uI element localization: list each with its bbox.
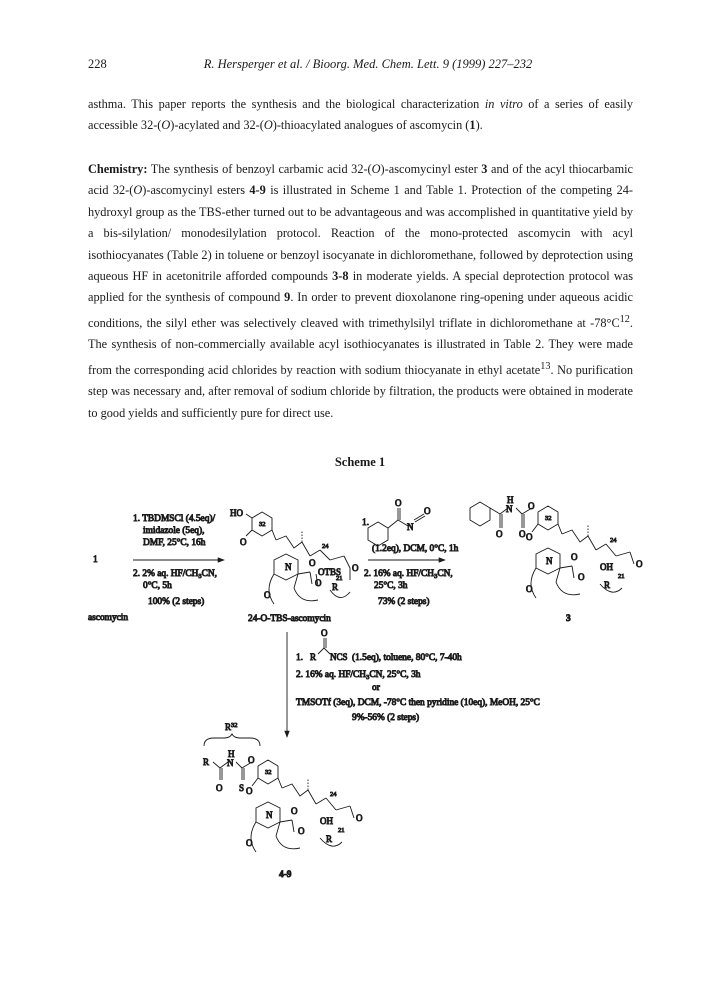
svg-text:21: 21 — [618, 573, 625, 580]
section-lead: Chemistry: — [88, 162, 148, 176]
svg-text:R: R — [203, 757, 210, 767]
svg-text:25°C, 3h: 25°C, 3h — [374, 581, 408, 591]
svg-text:O: O — [246, 786, 253, 796]
svg-text:24: 24 — [330, 791, 337, 798]
reagent-benzoyl-isocyanate — [368, 508, 425, 546]
svg-text:N: N — [506, 504, 513, 514]
svg-text:O: O — [636, 559, 643, 569]
svg-text:100% (2 steps): 100% (2 steps) — [148, 597, 205, 607]
svg-text:O: O — [240, 537, 247, 547]
svg-text:O: O — [321, 628, 328, 638]
svg-text:O: O — [291, 806, 298, 816]
svg-text:N: N — [285, 562, 292, 572]
svg-text:O: O — [352, 563, 359, 573]
svg-text:2. 16% aq. HF/CH3CN, 25°C, 3h: 2. 16% aq. $HF/CH_3CN$, 25°C, 3h — [296, 670, 421, 681]
svg-text:O: O — [246, 838, 253, 848]
compound-1-number: 1 — [93, 555, 98, 565]
svg-text:O: O — [395, 498, 402, 508]
svg-text:O: O — [528, 501, 535, 511]
compounds-4-9-atom-labels — [203, 722, 363, 848]
svg-text:O: O — [248, 755, 255, 765]
acyl-isothiocyanate-reagent — [318, 638, 330, 654]
svg-text:R: R — [326, 834, 333, 844]
svg-text:24: 24 — [322, 543, 329, 550]
scheme-title: Scheme 1 — [334, 455, 386, 469]
intermediate-name: 24-O-TBS-ascomycin — [248, 614, 331, 624]
svg-text:N: N — [407, 522, 414, 532]
svg-text:HO: HO — [230, 508, 243, 518]
svg-text:O: O — [519, 529, 526, 539]
svg-text:H: H — [507, 495, 514, 505]
svg-text:2. 16% aq. HF/CH3CN,: 2. 16% aq. $HF/CH_3CN$, — [364, 569, 453, 580]
reaction-conditions-3 — [296, 628, 540, 723]
svg-text:21: 21 — [338, 827, 345, 834]
compound-1-name: ascomycin — [88, 613, 129, 623]
svg-text:32: 32 — [265, 769, 272, 776]
svg-text:O: O — [424, 506, 431, 516]
svg-text:OH: OH — [600, 562, 613, 572]
svg-text:(1.5eq), toluene, 80°C, 7-40h: (1.5eq), toluene, 80°C, 7-40h — [352, 653, 462, 663]
svg-text:H: H — [228, 749, 235, 759]
svg-text:O: O — [526, 532, 533, 542]
svg-text:32: 32 — [259, 521, 266, 528]
svg-text:R: R — [310, 652, 317, 662]
compound-3-number: 3 — [566, 614, 571, 624]
compounds-4-9-number: 4-9 — [279, 870, 292, 880]
svg-text:R: R — [332, 582, 339, 592]
svg-text:O: O — [578, 572, 585, 582]
svg-text:O: O — [216, 783, 223, 793]
svg-text:S: S — [239, 783, 245, 793]
svg-text:O: O — [315, 578, 322, 588]
running-head: R. Hersperger et al. / Bioorg. Med. Chem. Lett. 9 (1999) 227–232 — [203, 57, 533, 71]
svg-text:N: N — [546, 556, 553, 566]
svg-text:O: O — [356, 813, 363, 823]
svg-text:N: N — [266, 810, 273, 820]
svg-text:O: O — [526, 584, 533, 594]
svg-text:9%-56% (2 steps): 9%-56% (2 steps) — [352, 713, 420, 723]
svg-text:0°C, 5h: 0°C, 5h — [143, 581, 172, 591]
paragraph-chemistry: Chemistry: The synthesis of benzoyl carbamic acid 32-(O)-ascomycinyl ester 3 and of the acyl thiocarbamic acid 32-(O)-ascomycinyl esters 4-9 is illustrated in Scheme 1 and Table 1. Protection of the competing 24-hydroxyl group as the TBS-ether turned out to be advantageous and was accomplished in quantitative yield by a bis-silylation/ monodesilylation protocol. Reaction of the mono-protected ascomycin with acyl isothiocyanates (Table 2) in toluene or benzoyl isocyanate in dichloromethane, followed by deprotection using aqueous HF in acetonitrile afforded compounds 3-8 in moderate yields. A special deprotection protocol was applied for the synthesis of compound 9. In order to prevent dioxolanone ring-opening under aqueous acidic conditions, the silyl ether was selectively cleaved with trimethylsilyl triflate in dichloromethane at $-78^\circ C^{12}$. The synthesis of non-commercially available acyl isothiocyanates is illustrated in Table 2. They were made from the corresponding acid chlorides by reaction with sodium thiocyanate in ethyl acetate$^{13}$. No purification step was necessary and, after removal of sodium chloride by filtration, the products were obtained in moderate to good yields and sufficiently pure for direct use. — [88, 162, 634, 420]
svg-text:1.: 1. — [362, 518, 370, 528]
svg-text:1.: 1. — [296, 653, 304, 663]
svg-text:O: O — [309, 558, 316, 568]
svg-text:N: N — [227, 758, 234, 768]
svg-text:imidazole (5eq),: imidazole (5eq), — [143, 526, 205, 536]
svg-text:R32: $R^{32}$ — [225, 722, 238, 732]
r32-brace — [204, 734, 260, 746]
svg-text:O: O — [571, 552, 578, 562]
svg-text:TMSOTf (3eq), DCM, -78°C then: TMSOTf (3eq), DCM, -78°C then pyridine (10eq), MeOH, 25°C — [296, 698, 540, 708]
svg-text:1. TBDMSCl (4.5eq)/: 1. TBDMSCl (4.5eq)/ — [133, 514, 216, 524]
svg-text:O: O — [264, 590, 271, 600]
svg-text:R: R — [604, 580, 611, 590]
svg-text:DMF, 25°C, 16h: DMF, 25°C, 16h — [143, 538, 206, 548]
svg-text:32: 32 — [545, 515, 552, 522]
svg-text:24: 24 — [610, 537, 617, 544]
svg-text:OTBS: OTBS — [318, 567, 342, 577]
svg-text:73% (2 steps): 73% (2 steps) — [378, 597, 430, 607]
svg-text:or: or — [372, 683, 380, 693]
svg-text:(1.2eq), DCM, 0°C, 1h: (1.2eq), DCM, 0°C, 1h — [372, 544, 459, 554]
svg-text:NCS: NCS — [330, 652, 348, 662]
paragraph-intro: asthma. This paper reports the synthesis and the biological characterization in vitro of a series of easily accessible 32-(O)-acylated and 32-(O)-thioacylated analogues of ascomycin (1). — [88, 97, 633, 133]
svg-text:2. 2% aq. HF/CH3CN,: 2. 2% aq. $HF/CH_3CN$, — [133, 569, 217, 580]
svg-text:O: O — [298, 826, 305, 836]
svg-text:OH: OH — [320, 816, 333, 826]
svg-text:21: 21 — [336, 575, 343, 582]
svg-text:O: O — [496, 529, 503, 539]
page-number: 228 — [88, 57, 107, 71]
